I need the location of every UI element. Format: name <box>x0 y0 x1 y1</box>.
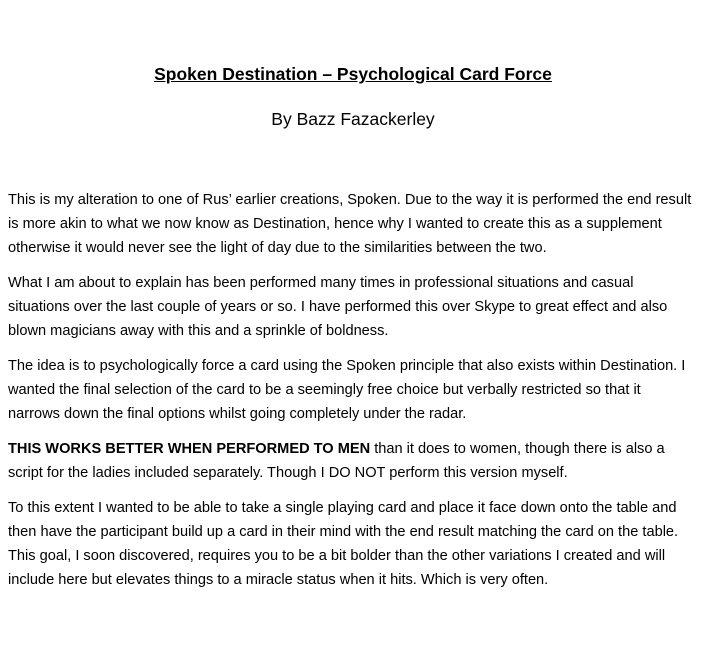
paragraph-5: To this extent I wanted to be able to take a single playing card and place it face down onto the table and then have the participant build up a card in their mind with the end result matching the card on the table. This goal, I soon discovered, requires you to be a bit bolder than the other variations I created and will include here but elevates things to a miracle status when it hits. Which is very often. <box>8 500 679 588</box>
paragraph-1: This is my alteration to one of Rus’ earlier creations, Spoken. Due to the way it is performed the end result is more akin to what we now know as Destination, hence why I wanted to create this as a supplement otherwise it would never see the light of day due to the similarities between the two. <box>8 192 692 256</box>
paragraph-4-bold-lead: THIS WORKS BETTER WHEN PERFORMED TO MEN <box>8 441 371 457</box>
document-title: Spoken Destination – Psychological Card Force <box>154 64 552 84</box>
document-author: By Bazz Fazackerley <box>271 109 435 129</box>
paragraph-4-rest: than it does to women, though there is also a script for the ladies included separately. Though I DO NOT perform this version myself. <box>8 441 665 481</box>
paragraph-3: The idea is to psychologically force a card using the Spoken principle that also exists within Destination. I wanted the final selection of the card to be a seemingly free choice but verbally restricted so that it narrows down the final options whilst going completely under the radar. <box>8 358 686 422</box>
paragraph-2: What I am about to explain has been performed many times in professional situations and casual situations over the last couple of years or so. I have performed this over Skype to great effect and also blown magicians away with this and a sprinkle of boldness. <box>8 275 668 339</box>
paragraph-4 <box>8 437 696 485</box>
document-body <box>8 188 696 603</box>
